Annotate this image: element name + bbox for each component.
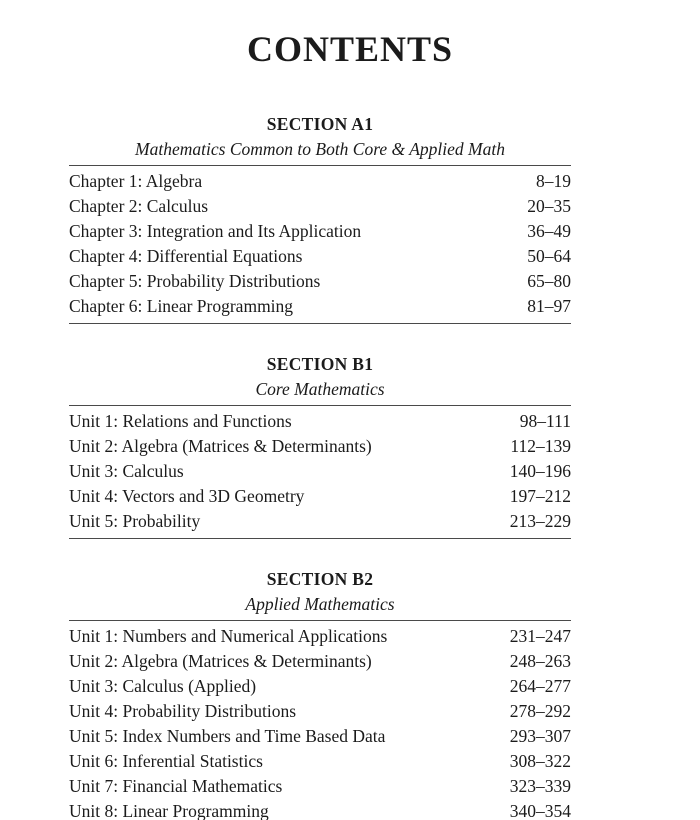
toc-entry-pages: 340–354 [509, 800, 571, 820]
toc-entry-pages: 293–307 [509, 725, 571, 746]
toc-entry-pages: 50–64 [527, 245, 571, 266]
table-row [69, 509, 571, 534]
toc-entry-label: Unit 4: Vectors and 3D Geometry [69, 485, 305, 506]
toc-entry-pages: 308–322 [509, 750, 571, 771]
table-row [69, 484, 571, 509]
toc-entry-pages: 81–97 [527, 295, 571, 316]
toc-entry-label: Unit 2: Algebra (Matrices & Determinants) [69, 435, 372, 456]
toc-entry-label: Chapter 1: Algebra [69, 170, 203, 191]
toc-entry-pages: 36–49 [527, 220, 571, 241]
section-b2-rows [69, 621, 571, 820]
section-a1-rows [69, 166, 571, 324]
table-row [69, 749, 571, 774]
table-row [69, 649, 571, 674]
page-title: CONTENTS [246, 29, 454, 69]
toc-entry-label: Unit 6: Inferential Statistics [69, 750, 263, 771]
toc-entry-label: Unit 1: Numbers and Numerical Applications [69, 625, 388, 646]
toc-content [69, 114, 571, 820]
toc-entry-pages: 213–229 [509, 510, 571, 531]
section-a1-heading: SECTION A1 [266, 113, 374, 134]
toc-entry-pages: 231–247 [509, 625, 571, 646]
table-row [69, 434, 571, 459]
section-b2-subtitle: Applied Mathematics [69, 594, 571, 621]
toc-entry-label: Unit 7: Financial Mathematics [69, 775, 283, 796]
toc-entry-pages: 197–212 [509, 485, 571, 506]
toc-entry-pages: 140–196 [509, 460, 571, 481]
table-row [69, 194, 571, 219]
table-row [69, 169, 571, 194]
table-row [69, 409, 571, 434]
table-row [69, 699, 571, 724]
toc-entry-pages: 20–35 [527, 195, 571, 216]
table-row [69, 219, 571, 244]
table-row [69, 674, 571, 699]
section-b1-subtitle: Core Mathematics [69, 379, 571, 406]
section-b2-heading: SECTION B2 [266, 568, 374, 589]
section-b1-rows [69, 406, 571, 539]
table-row [69, 774, 571, 799]
table-row [69, 244, 571, 269]
toc-entry-pages: 65–80 [527, 270, 571, 291]
toc-entry-label: Unit 5: Probability [69, 510, 201, 531]
toc-entry-label: Unit 3: Calculus (Applied) [69, 675, 257, 696]
toc-entry-pages: 98–111 [519, 410, 571, 431]
section-b2 [69, 569, 571, 820]
toc-entry-label: Unit 4: Probability Distributions [69, 700, 297, 721]
toc-entry-pages: 264–277 [509, 675, 571, 696]
toc-entry-label: Unit 2: Algebra (Matrices & Determinants) [69, 650, 372, 671]
toc-entry-label: Chapter 3: Integration and Its Application [69, 220, 362, 241]
toc-entry-label: Chapter 2: Calculus [69, 195, 209, 216]
table-row [69, 269, 571, 294]
toc-entry-label: Chapter 4: Differential Equations [69, 245, 303, 266]
toc-entry-label: Unit 1: Relations and Functions [69, 410, 292, 431]
toc-entry-label: Unit 3: Calculus [69, 460, 184, 481]
toc-entry-label: Unit 5: Index Numbers and Time Based Data [69, 725, 386, 746]
table-row [69, 724, 571, 749]
section-b1 [69, 354, 571, 539]
section-a1-subtitle: Mathematics Common to Both Core & Applied Math [69, 139, 571, 166]
toc-entry-label: Chapter 6: Linear Programming [69, 295, 294, 316]
table-row [69, 799, 571, 820]
toc-entry-label: Unit 8: Linear Programming [69, 800, 269, 820]
table-row [69, 624, 571, 649]
toc-entry-pages: 278–292 [509, 700, 571, 721]
toc-entry-label: Chapter 5: Probability Distributions [69, 270, 321, 291]
toc-entry-pages: 248–263 [509, 650, 571, 671]
toc-entry-pages: 8–19 [536, 170, 571, 191]
section-b1-heading: SECTION B1 [266, 353, 374, 374]
table-row [69, 294, 571, 319]
section-a1 [69, 114, 571, 324]
toc-entry-pages: 112–139 [510, 435, 571, 456]
table-row [69, 459, 571, 484]
toc-entry-pages: 323–339 [509, 775, 571, 796]
